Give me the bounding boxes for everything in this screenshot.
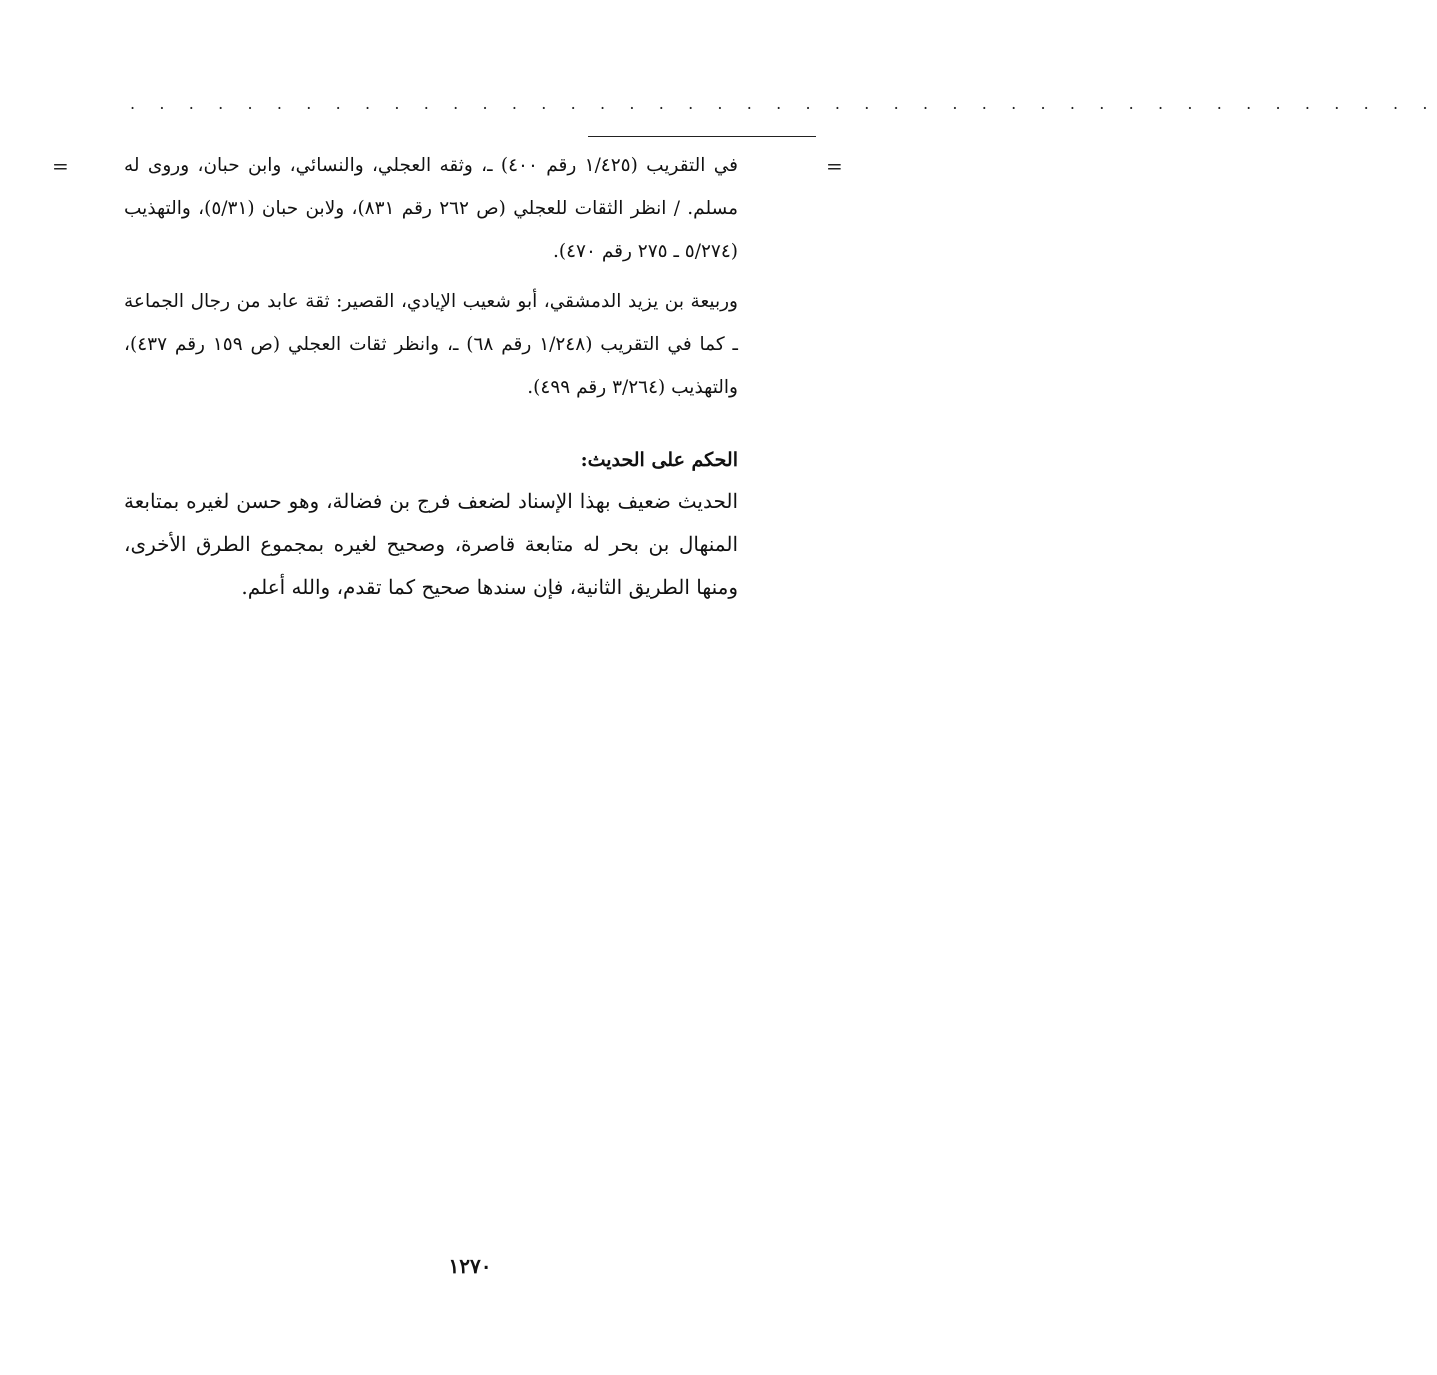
continuation-marker-right: = xyxy=(826,154,843,178)
section-body: الحديث ضعيف بهذا الإسناد لضعف فرج بن فضالة، وهو حسن لغيره بمتابعة المنهال بن بحر له متابعة قاصرة، وصحيح لغيره بمجموع الطرق الأخرى، ومنها الطريق الثانية، فإن سندها صحيح كما تقدم، والله أعلم. xyxy=(124,489,738,599)
section-heading: الحكم على الحديث: xyxy=(580,449,738,471)
hadith-ruling-section xyxy=(124,440,738,609)
footnote-separator-rule xyxy=(588,136,816,137)
footnote-paragraph: في التقريب (١/٤٢٥ رقم ٤٠٠) ـ، وثقه العجلي، والنسائي، وابن حبان، وروى له مسلم. / انظر الثقات للعجلي (ص ٢٦٢ رقم ٨٣١)، ولابن حبان (٥/٣١)، والتهذيب (٥/٢٧٤ ـ ٢٧٥ رقم ٤٧٠). xyxy=(124,155,738,262)
page-number: ١٢٧٠ xyxy=(448,1254,492,1278)
footnotes xyxy=(124,144,738,409)
continuation-marker-left: = xyxy=(52,154,69,178)
footnote-paragraph: وربيعة بن يزيد الدمشقي، أبو شعيب الإيادي، القصير: ثقة عابد من رجال الجماعة ـ كما في التقريب (١/٢٤٨ رقم ٦٨) ـ، وانظر ثقات العجلي (ص ١٥٩ رقم ٤٣٧)، والتهذيب (٣/٢٦٤ رقم ٤٩٩). xyxy=(124,291,738,398)
header-dotted-line: . . . . . . . . . . . . . . . . . . . . . . . . . . . . . . . . . . . . . . . . . . . . . xyxy=(130,94,1437,113)
